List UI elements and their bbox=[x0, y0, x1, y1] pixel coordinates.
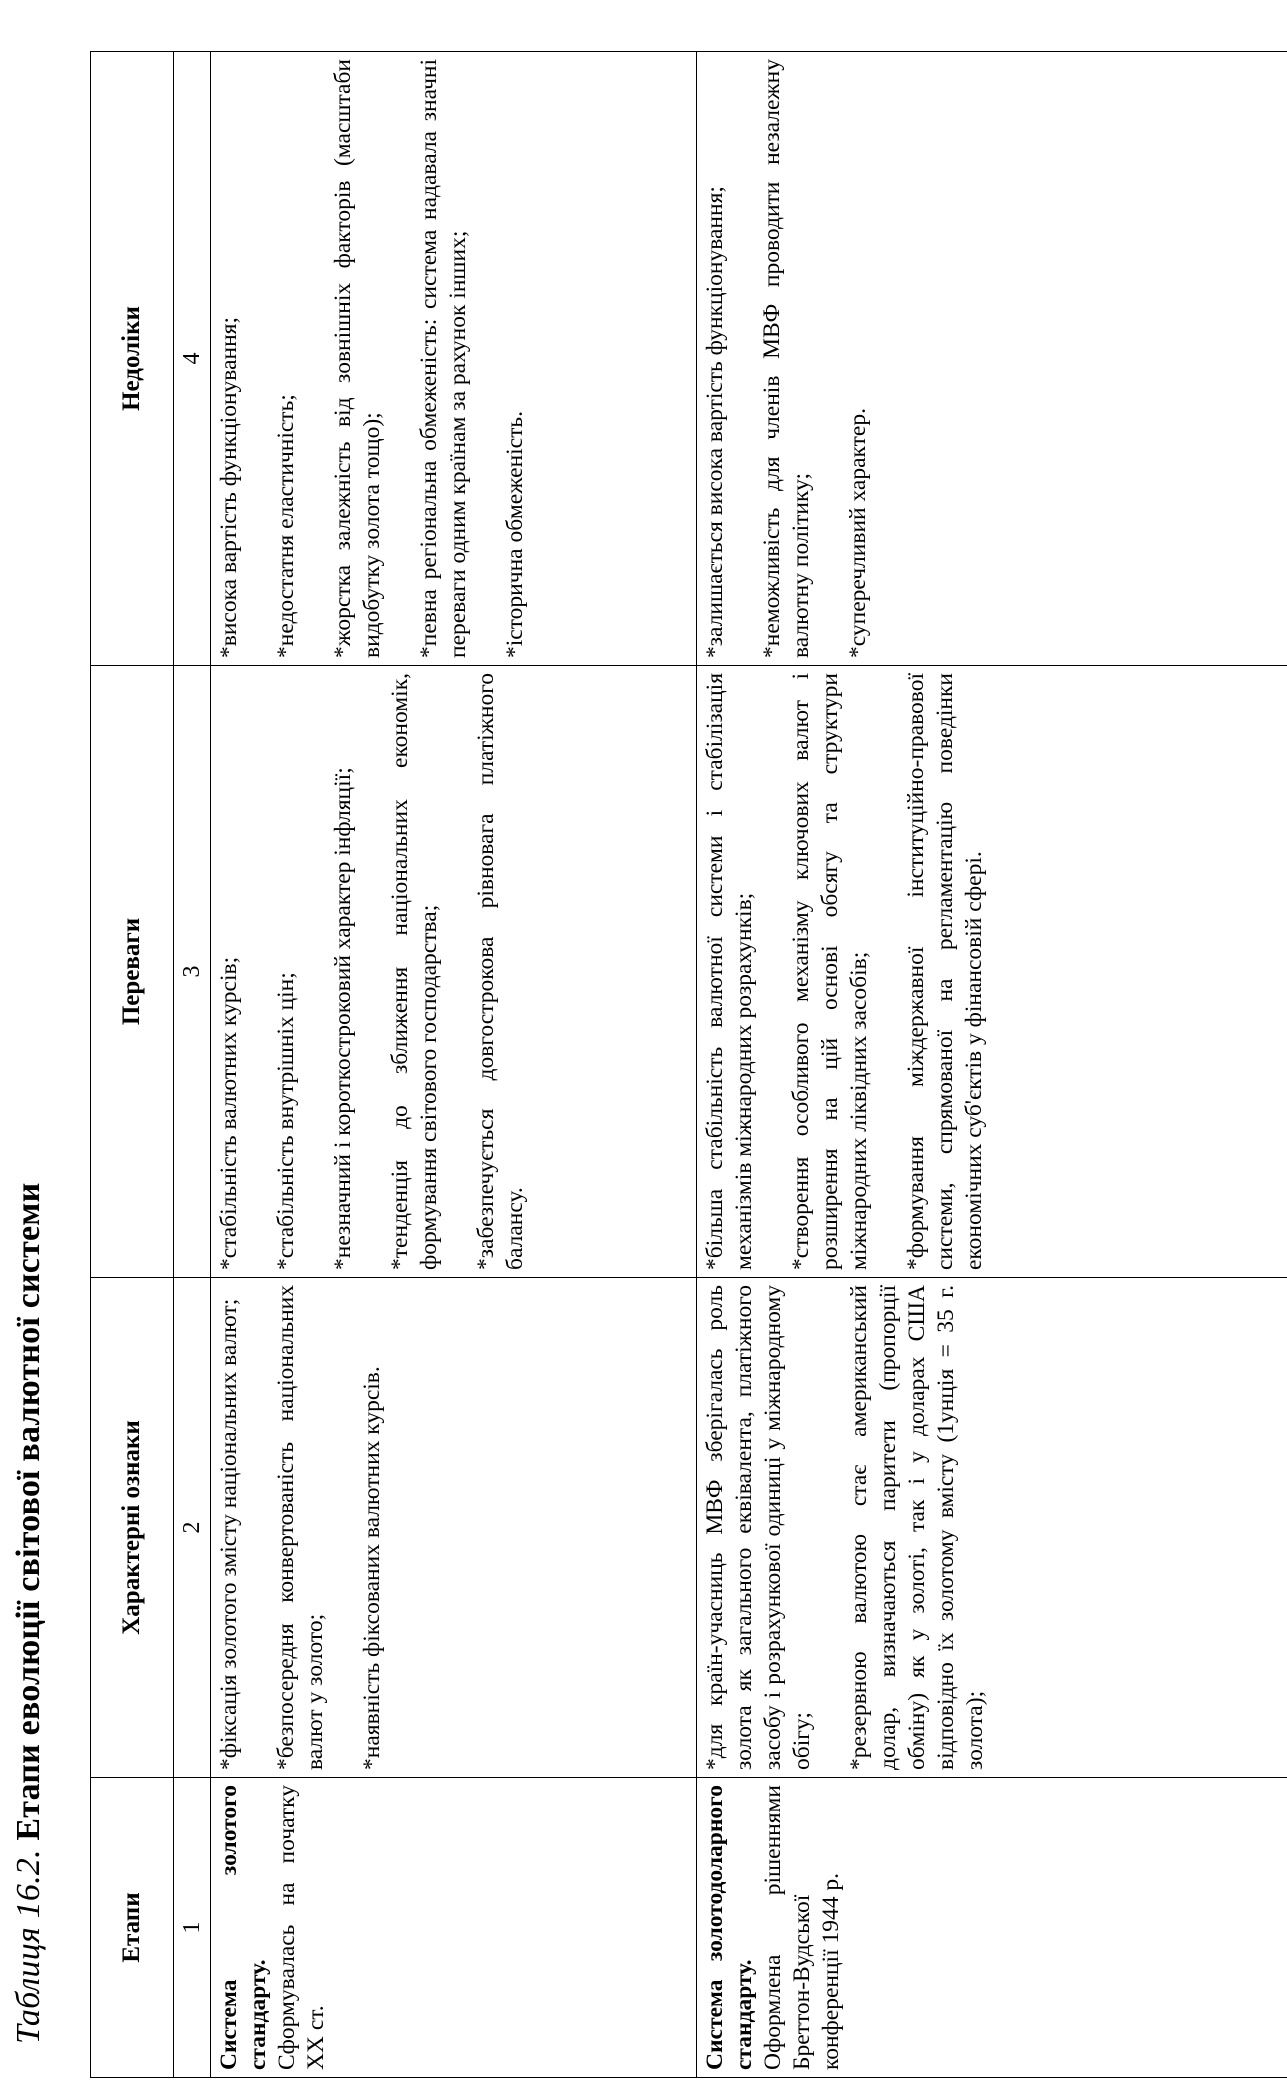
disadvantage-item: *недостатня еластичність; bbox=[273, 394, 299, 658]
caption-label: Таблиця 16.2. bbox=[10, 1849, 47, 2044]
disadvantage-item: *певна регіональна обмеженість: система надавала значні переваги одним країнам за рахунок інших; bbox=[416, 59, 471, 658]
features-cell bbox=[697, 1278, 1287, 1778]
advantages-cell bbox=[697, 666, 1287, 1278]
header-features: Характерні ознаки bbox=[91, 1278, 174, 1778]
advantage-item: *формування міждержавної інституційно-правової системи, спрямованої на регламентацію поведінки економічних суб'єктів у фінансовій сфері. bbox=[903, 673, 987, 1270]
advantage-item: *незначний і короткостроковий характер інфляції; bbox=[330, 767, 356, 1270]
advantages-cell bbox=[211, 666, 697, 1278]
column-number: 2 bbox=[174, 1278, 211, 1778]
stage-name: Система золотодоларного стандарту. bbox=[702, 1785, 757, 2070]
table-row bbox=[211, 52, 697, 2078]
feature-item: *безпосередня конвертованість національних валют у золото; bbox=[273, 1285, 328, 1770]
stage-name: Система золотого стандарту. bbox=[216, 1785, 271, 2070]
disadvantage-item: *неможливість для членів МВФ проводити незалежну валютну політику; bbox=[759, 59, 814, 658]
disadvantages-cell bbox=[697, 52, 1287, 666]
header-stages: Етапи bbox=[91, 1778, 174, 2078]
advantage-item: *стабільність внутрішніх цін; bbox=[273, 972, 299, 1270]
header-disadvantages: Недоліки bbox=[91, 52, 174, 666]
feature-item: *для країн-учасниць МВФ зберігалась роль золота як загального еквівалента, платіжного засобу і розрахункової одиниці у міжнародному обігу; bbox=[702, 1285, 815, 1770]
evolution-table bbox=[90, 51, 1287, 2078]
disadvantage-item: *висока вартість функціонування; bbox=[216, 317, 242, 658]
disadvantages-cell bbox=[211, 52, 697, 666]
disadvantage-item: *залишається висока вартість функціонування; bbox=[702, 186, 728, 658]
disadvantage-item: *жорстка залежність від зовнішніх факторів (масштаби видобутку золота тощо); bbox=[330, 59, 385, 658]
column-number: 1 bbox=[174, 1778, 211, 2078]
advantage-item: *забезпечується довгострокова рівновага платіжного балансу. bbox=[473, 673, 528, 1270]
table-row bbox=[697, 52, 1287, 2078]
table-caption bbox=[10, 1183, 48, 2044]
advantage-item: *більша стабільність валютної системи і стабілізація механізмів міжнародних розрахунків; bbox=[702, 673, 757, 1270]
caption-title: Етапи еволюції світової валютної системи bbox=[10, 1182, 47, 1841]
feature-item: *фіксація золотого змісту національних валют; bbox=[216, 1298, 242, 1770]
advantage-item: *стабільність валютних курсів; bbox=[216, 956, 242, 1270]
disadvantage-item: *історична обмеженість. bbox=[502, 411, 528, 658]
disadvantage-item: *суперечливий характер. bbox=[845, 408, 871, 658]
feature-item: *наявність фіксованих валютних курсів. bbox=[359, 1366, 385, 1770]
stage-description: Сформувалась на початку XX ст. bbox=[274, 1785, 329, 2070]
feature-item: *резервною валютою стає американський долар, визначаються паритети (пропорції обміну) як у золоті, так і у доларах США відповідно їх золотому вмісту (1унція = 35 г. золота); bbox=[846, 1285, 988, 1770]
column-number: 3 bbox=[174, 666, 211, 1278]
table-header-row bbox=[91, 52, 174, 2078]
stage-description: Оформлена рішеннями Бреттон-Вудської конференції 1944 р. bbox=[760, 1785, 844, 2070]
advantage-item: *створення особливого механізму ключових валют і розширення на цій основі обсягу та структури міжнародних ліквідних засобів; bbox=[788, 673, 872, 1270]
column-number: 4 bbox=[174, 52, 211, 666]
stage-cell bbox=[697, 1778, 1287, 2078]
advantage-item: *тенденція до зближення національних економік, формування світового господарства; bbox=[387, 673, 442, 1270]
column-number-row bbox=[174, 52, 211, 2078]
stage-cell bbox=[211, 1778, 697, 2078]
header-advantages: Переваги bbox=[91, 666, 174, 1278]
features-cell bbox=[211, 1278, 697, 1778]
